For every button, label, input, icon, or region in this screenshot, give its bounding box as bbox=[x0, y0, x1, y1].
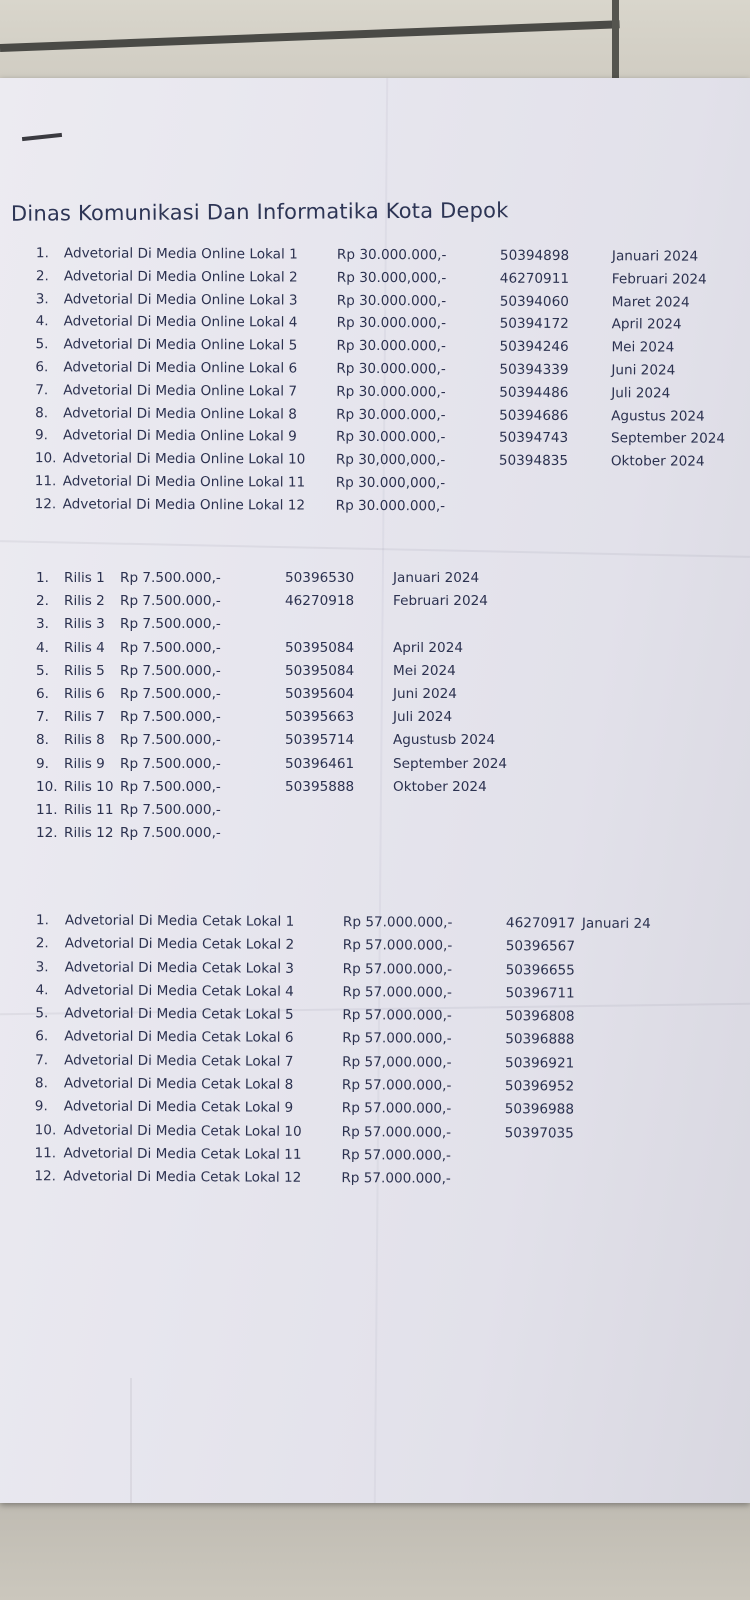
item-code: 50394172 bbox=[499, 316, 569, 333]
item-code: 50394835 bbox=[498, 452, 569, 470]
item-name: Rilis 8 bbox=[64, 732, 105, 749]
item-name: Advetorial Di Media Online Lokal 12 bbox=[62, 496, 306, 514]
item-amount: Rp 57.000.000,- bbox=[341, 1147, 452, 1164]
list-item bbox=[0, 640, 750, 663]
floor-background-bottom bbox=[0, 1500, 750, 1600]
item-name: Advetorial Di Media Online Lokal 11 bbox=[62, 473, 306, 491]
item-name: Advetorial Di Media Online Lokal 3 bbox=[63, 290, 298, 309]
list-item bbox=[0, 709, 750, 732]
item-month: April 2024 bbox=[393, 639, 463, 656]
item-number: 9. bbox=[36, 755, 49, 772]
item-name: Advetorial Di Media Cetak Lokal 5 bbox=[64, 1005, 294, 1023]
item-number: 6. bbox=[36, 685, 49, 702]
item-month: Juni 2024 bbox=[611, 362, 676, 379]
item-code: 50394246 bbox=[499, 338, 569, 356]
release-list bbox=[0, 570, 750, 848]
item-month: Maret 2024 bbox=[611, 293, 690, 311]
item-number: 6. bbox=[35, 359, 49, 376]
item-code: 50394743 bbox=[498, 429, 569, 447]
item-amount: Rp 30.000.000,- bbox=[336, 337, 446, 355]
item-number: 2. bbox=[35, 267, 49, 285]
item-month: Januari 24 bbox=[581, 915, 651, 932]
item-name: Advetorial Di Media Online Lokal 8 bbox=[63, 404, 297, 423]
item-amount: Rp 7.500.000,- bbox=[120, 616, 221, 633]
item-number: 5. bbox=[35, 1005, 49, 1022]
item-code: 50396808 bbox=[505, 1008, 575, 1025]
item-name: Rilis 2 bbox=[64, 593, 105, 610]
item-amount: Rp 57.000.000,- bbox=[341, 1170, 451, 1188]
item-number: 6. bbox=[35, 1028, 49, 1045]
item-amount: Rp 7.500.000,- bbox=[120, 801, 221, 818]
item-name: Advetorial Di Media Cetak Lokal 4 bbox=[64, 982, 294, 1000]
item-number: 1. bbox=[36, 570, 49, 586]
item-name: Advetorial Di Media Online Lokal 5 bbox=[63, 336, 298, 354]
item-amount: Rp 7.500.000,- bbox=[120, 825, 221, 842]
item-amount: Rp 57.000.000,- bbox=[342, 1030, 452, 1048]
item-amount: Rp 30.000,000,- bbox=[336, 269, 447, 287]
list-item bbox=[0, 732, 750, 755]
item-name: Rilis 10 bbox=[64, 778, 114, 795]
item-code: 50396952 bbox=[504, 1078, 575, 1095]
item-code: 50394339 bbox=[499, 361, 569, 378]
item-amount: Rp 7.500.000,- bbox=[120, 778, 221, 795]
item-month: Juni 2024 bbox=[393, 685, 457, 702]
item-amount: Rp 57.000.000,- bbox=[341, 1123, 452, 1141]
item-month: Januari 2024 bbox=[611, 248, 699, 265]
item-code: 46270911 bbox=[499, 270, 570, 287]
item-code: 50395084 bbox=[285, 639, 355, 656]
item-code: 50394898 bbox=[499, 247, 570, 264]
item-amount: Rp 57,000.000,- bbox=[342, 1053, 452, 1071]
item-name: Advetorial Di Media Online Lokal 10 bbox=[62, 450, 306, 468]
item-amount: Rp 30.000.000,- bbox=[336, 246, 447, 264]
item-name: Advetorial Di Media Online Lokal 7 bbox=[63, 382, 298, 400]
item-code: 50394486 bbox=[499, 384, 569, 401]
list-item bbox=[0, 496, 749, 523]
item-amount: Rp 57.000.000,- bbox=[341, 1100, 452, 1118]
item-amount: Rp 30.000.000,- bbox=[335, 429, 446, 446]
list-item bbox=[0, 593, 750, 616]
item-name: Advetorial Di Media Cetak Lokal 7 bbox=[64, 1052, 294, 1070]
item-name: Rilis 3 bbox=[64, 616, 105, 633]
item-number: 1. bbox=[35, 245, 49, 262]
item-number: 4. bbox=[36, 639, 49, 656]
item-number: 3. bbox=[35, 290, 49, 307]
item-number: 11. bbox=[34, 1145, 57, 1162]
item-amount: Rp 30.000.000,- bbox=[335, 497, 446, 515]
item-code: 50397035 bbox=[504, 1124, 574, 1142]
list-item bbox=[0, 802, 750, 825]
item-number: 5. bbox=[35, 336, 49, 353]
item-code: 50394686 bbox=[499, 407, 569, 424]
item-name: Advetorial Di Media Online Lokal 6 bbox=[63, 359, 298, 377]
item-code: 46270918 bbox=[285, 593, 355, 610]
item-amount: Rp 30.000.000,- bbox=[336, 383, 446, 401]
item-code: 50394060 bbox=[499, 293, 569, 310]
item-amount: Rp 30.000.000,- bbox=[336, 406, 446, 423]
item-name: Rilis 1 bbox=[64, 570, 105, 586]
item-number: 4. bbox=[35, 982, 49, 999]
item-amount: Rp 30.000.000,- bbox=[336, 315, 447, 332]
item-number: 11. bbox=[36, 801, 58, 818]
item-number: 2. bbox=[35, 935, 49, 952]
list-item bbox=[0, 616, 750, 639]
list-item bbox=[0, 570, 750, 593]
floor-tile-joint-vertical bbox=[612, 0, 619, 78]
item-code: 50395604 bbox=[285, 685, 355, 702]
list-item bbox=[0, 686, 750, 709]
item-name: Rilis 5 bbox=[64, 662, 105, 679]
item-amount: Rp 57.000.000,- bbox=[341, 1077, 452, 1094]
item-month: Februari 2024 bbox=[393, 593, 488, 610]
item-name: Advetorial Di Media Cetak Lokal 2 bbox=[64, 935, 295, 954]
item-amount: Rp 7.500.000,- bbox=[120, 685, 221, 702]
item-number: 10. bbox=[34, 1121, 57, 1139]
item-number: 12. bbox=[36, 825, 58, 842]
item-code: 50396461 bbox=[285, 755, 355, 772]
item-number: 8. bbox=[34, 1075, 48, 1092]
item-amount: Rp 7.500.000,- bbox=[120, 639, 221, 656]
item-number: 8. bbox=[36, 732, 49, 749]
item-month: Oktober 2024 bbox=[610, 453, 705, 470]
item-code: 50396921 bbox=[505, 1054, 575, 1072]
item-amount: Rp 7.500.000,- bbox=[120, 709, 221, 726]
item-name: Advetorial Di Media Cetak Lokal 8 bbox=[63, 1075, 294, 1093]
item-code: 50395714 bbox=[285, 732, 355, 749]
item-name: Advetorial Di Media Cetak Lokal 11 bbox=[63, 1145, 302, 1163]
item-name: Rilis 6 bbox=[64, 685, 105, 702]
item-number: 3. bbox=[35, 958, 49, 975]
item-name: Rilis 12 bbox=[64, 825, 114, 842]
list-item bbox=[0, 825, 750, 848]
item-month: September 2024 bbox=[393, 755, 508, 772]
item-number: 1. bbox=[35, 912, 49, 929]
item-name: Rilis 4 bbox=[64, 639, 105, 656]
item-amount: Rp 30.000.000,- bbox=[336, 360, 446, 378]
item-number: 10. bbox=[34, 450, 57, 467]
item-month: Oktober 2024 bbox=[393, 778, 487, 795]
item-name: Advetorial Di Media Online Lokal 1 bbox=[63, 245, 298, 263]
list-item bbox=[0, 756, 750, 779]
pen-mark bbox=[22, 133, 62, 141]
item-name: Rilis 7 bbox=[64, 709, 105, 726]
item-name: Advetorial Di Media Online Lokal 2 bbox=[63, 268, 298, 286]
item-code: 50395084 bbox=[285, 662, 355, 679]
item-number: 7. bbox=[35, 1051, 49, 1069]
print-advertorial-list bbox=[0, 912, 750, 1196]
item-amount: Rp 57.000.000,- bbox=[342, 960, 453, 978]
item-name: Advetorial Di Media Cetak Lokal 12 bbox=[63, 1168, 302, 1187]
document-title: Dinas Komunikasi Dan Informatika Kota Depok bbox=[10, 198, 509, 226]
item-amount: Rp 7.500.000,- bbox=[120, 732, 221, 749]
paper-sheet bbox=[0, 78, 750, 1503]
item-month: Agustus 2024 bbox=[611, 407, 705, 425]
item-month: Mei 2024 bbox=[393, 662, 456, 679]
item-number: 8. bbox=[35, 404, 49, 421]
item-number: 7. bbox=[35, 381, 49, 399]
list-item bbox=[0, 1168, 748, 1196]
item-amount: Rp 57.000.000,- bbox=[342, 983, 453, 1001]
item-month: Januari 2024 bbox=[393, 570, 480, 586]
item-amount: Rp 57.000.000,- bbox=[342, 1007, 452, 1024]
item-number: 12. bbox=[34, 495, 57, 513]
item-number: 9. bbox=[34, 1098, 48, 1115]
item-month: Juli 2024 bbox=[611, 384, 671, 402]
item-number: 9. bbox=[34, 427, 49, 444]
item-name: Advetorial Di Media Cetak Lokal 1 bbox=[64, 912, 295, 930]
item-amount: Rp 7.500.000,- bbox=[120, 662, 221, 679]
item-amount: Rp 30,000,000,- bbox=[335, 451, 446, 469]
item-name: Advetorial Di Media Online Lokal 4 bbox=[63, 313, 298, 331]
item-name: Rilis 9 bbox=[64, 755, 105, 772]
item-month: Februari 2024 bbox=[611, 271, 707, 288]
item-amount: Rp 30.000,000,- bbox=[335, 474, 446, 492]
item-amount: Rp 57.000.000,- bbox=[342, 937, 453, 955]
item-month: April 2024 bbox=[611, 316, 682, 333]
item-name: Advetorial Di Media Cetak Lokal 6 bbox=[64, 1028, 294, 1047]
item-amount: Rp 7.500.000,- bbox=[120, 593, 221, 610]
item-number: 10. bbox=[36, 778, 58, 795]
item-month: Juli 2024 bbox=[393, 709, 453, 726]
item-amount: Rp 7.500.000,- bbox=[120, 755, 221, 772]
item-number: 3. bbox=[36, 616, 49, 633]
item-number: 12. bbox=[34, 1168, 57, 1185]
item-amount: Rp 57.000.000,- bbox=[342, 914, 453, 931]
item-name: Rilis 11 bbox=[64, 801, 114, 818]
item-code: 50396530 bbox=[285, 570, 355, 586]
item-code: 46270917 bbox=[505, 915, 576, 932]
item-code: 50396711 bbox=[505, 984, 575, 1002]
item-number: 5. bbox=[36, 662, 49, 679]
item-name: Advetorial Di Media Cetak Lokal 10 bbox=[63, 1122, 302, 1140]
paper-crease bbox=[130, 1378, 132, 1503]
item-number: 4. bbox=[35, 313, 49, 330]
item-month: Agustusb 2024 bbox=[393, 732, 496, 749]
paper-crease bbox=[0, 540, 750, 558]
item-amount: Rp 7.500.000,- bbox=[120, 570, 221, 586]
item-month: Mei 2024 bbox=[611, 339, 675, 356]
item-name: Advetorial Di Media Cetak Lokal 9 bbox=[63, 1098, 294, 1117]
item-month: September 2024 bbox=[610, 430, 726, 448]
item-name: Advetorial Di Media Cetak Lokal 3 bbox=[64, 958, 295, 977]
online-advertorial-list bbox=[0, 245, 750, 522]
item-amount: Rp 30.000.000,- bbox=[336, 292, 447, 309]
item-code: 50396888 bbox=[505, 1031, 575, 1048]
item-code: 50396988 bbox=[504, 1101, 575, 1118]
item-code: 50395888 bbox=[285, 778, 355, 795]
item-code: 50396567 bbox=[505, 938, 576, 955]
list-item bbox=[0, 663, 750, 686]
item-number: 7. bbox=[36, 709, 49, 726]
item-code: 50395663 bbox=[285, 709, 355, 726]
item-name: Advetorial Di Media Online Lokal 9 bbox=[62, 427, 297, 445]
item-code: 50396655 bbox=[505, 961, 575, 979]
item-number: 11. bbox=[34, 473, 57, 490]
list-item bbox=[0, 779, 750, 802]
item-number: 2. bbox=[36, 593, 49, 610]
